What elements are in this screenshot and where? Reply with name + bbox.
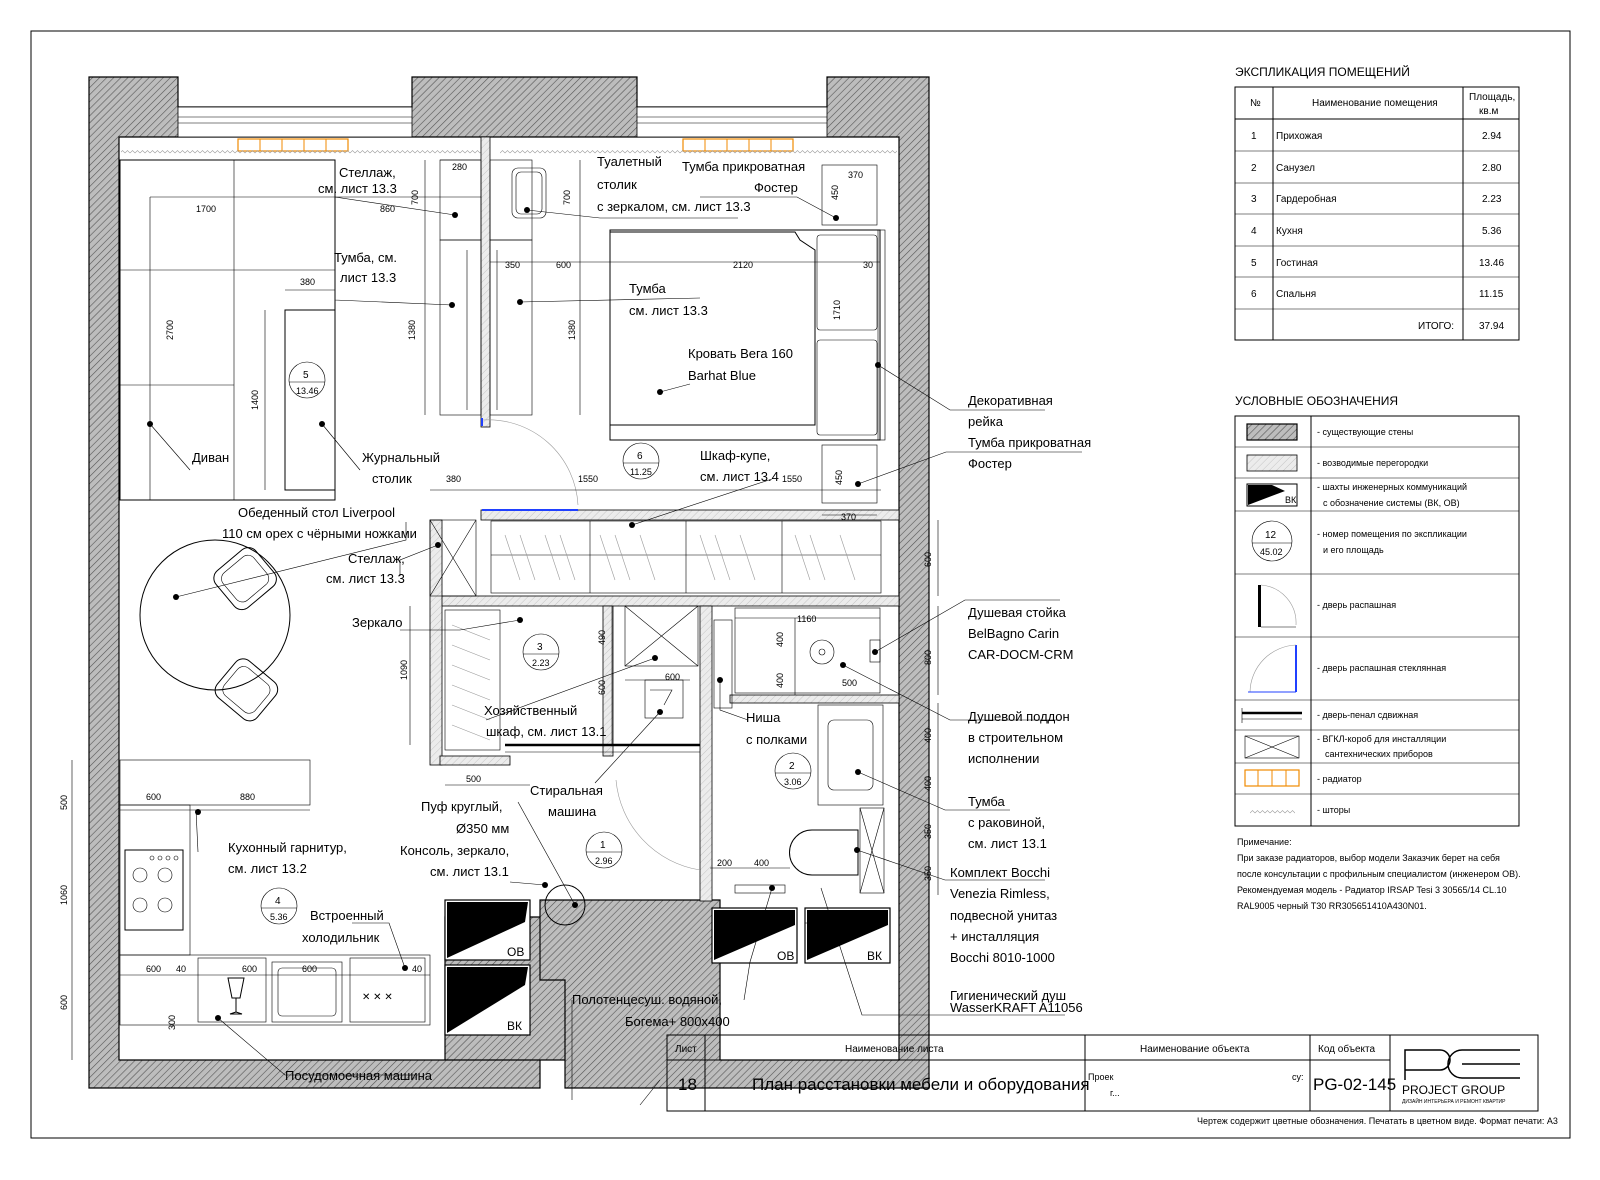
legend-room-area: 45.02 — [1260, 547, 1283, 557]
dim-1400: 1400 — [250, 389, 260, 410]
dim-1160: 1160 — [797, 614, 817, 624]
legend-swatch-glass-door — [1248, 645, 1296, 692]
label-towel-1: Полотенцесуш. водяной, — [572, 992, 722, 1007]
label-dishwasher: Посудомоечная машина — [285, 1068, 433, 1083]
legend-swatch-partitions — [1247, 455, 1297, 471]
label-pouf-1: Пуф круглый, — [421, 799, 503, 814]
dim-700-a: 700 — [410, 189, 420, 205]
legend-item-box-1: - ВГКЛ-короб для инсталляции — [1317, 734, 1447, 744]
room-3-num: 3 — [537, 642, 543, 653]
legend-item-curtains: - шторы — [1317, 805, 1351, 815]
dim-600-e: 600 — [146, 964, 162, 974]
partition-closet-left — [430, 520, 442, 765]
legend-swatch-room-marker — [1252, 521, 1292, 561]
washing-machine — [645, 680, 683, 718]
label-shower-2: BelBagno Carin — [968, 626, 1060, 641]
label-utility-1: Хозяйственный — [484, 703, 578, 718]
room-marker-5 — [289, 362, 325, 398]
dim-1380-b: 1380 — [567, 319, 577, 340]
label-shower-1: Душевая стойка — [968, 605, 1066, 620]
legend-swatch-sliding-door — [1242, 708, 1302, 723]
row-num: 5 — [1251, 258, 1257, 269]
dining-chair-1 — [210, 543, 281, 613]
dim-400-c: 400 — [923, 727, 933, 743]
shaft-label-vk-1: ВК — [507, 1019, 522, 1033]
legend-item-shaft-2: с обозначение системы (ВК, ОВ) — [1323, 498, 1460, 508]
shower-drain — [810, 640, 834, 664]
legend-item-box-2: сантехнических приборов — [1325, 749, 1433, 759]
tb-sheet-number: 18 — [678, 1075, 697, 1094]
dim-200: 200 — [717, 858, 733, 868]
dim-430: 430 — [845, 912, 861, 922]
label-coffee-2: столик — [372, 471, 412, 486]
dim-400-e: 400 — [754, 858, 770, 868]
label-niche-2: с полками — [746, 732, 808, 747]
room-1-num: 1 — [600, 840, 606, 851]
row-name: Гардеробная — [1276, 194, 1337, 205]
label-nightstand-1: Тумба прикроватная — [682, 159, 806, 174]
legend-swatch-swing-door — [1258, 585, 1296, 627]
dim-600-c: 600 — [665, 672, 681, 682]
dim-350-b: 350 — [923, 865, 933, 881]
dim-40-a: 40 — [176, 964, 187, 974]
legend-swatch-shaft — [1247, 484, 1297, 506]
label-console-2: см. лист 13.1 — [430, 864, 509, 879]
shelf-living — [440, 160, 481, 240]
label-toilet-2: Venezia Rimless, — [950, 886, 1050, 901]
row-area: 2.80 — [1482, 163, 1502, 174]
tb-sheet-name-label: Наименование листа — [845, 1044, 944, 1055]
label-table-2: 110 см орех с чёрными ножками — [222, 526, 417, 541]
label-kitchen-1: Кухонный гарнитур, — [228, 840, 347, 855]
label-niche-1: Ниша — [746, 710, 781, 725]
legend-swatch-walls — [1247, 424, 1297, 440]
legend-item-room-2: и его площадь — [1323, 545, 1384, 555]
label-tray-3: исполнении — [968, 751, 1040, 766]
label-shelf-entrance-2: см. лист 13.3 — [326, 571, 405, 586]
label-cabinet-living-2: лист 13.3 — [340, 270, 397, 285]
dim-600-kitchen: 600 — [146, 792, 162, 802]
dim-400-a: 400 — [775, 631, 785, 647]
legend-swatch-curtains — [1250, 808, 1295, 814]
label-utility-2: шкаф, см. лист 13.1 — [486, 724, 607, 739]
wardrobe — [491, 521, 881, 593]
room-6-num: 6 — [637, 451, 643, 462]
dim-600-f: 600 — [242, 964, 258, 974]
room-marker-6 — [623, 443, 659, 479]
room-2-num: 2 — [789, 761, 795, 772]
label-fridge-1: Встроенный — [310, 908, 384, 923]
dim-600-b: 600 — [597, 679, 607, 695]
leader-dots — [147, 207, 881, 1021]
dim-1710: 1710 — [832, 299, 842, 320]
explication-title: ЭКСПЛИКАЦИЯ ПОМЕЩЕНИЙ — [1235, 65, 1410, 79]
label-mirror: Зеркало — [352, 615, 403, 630]
dim-300: 300 — [167, 1014, 177, 1030]
toilet — [790, 830, 859, 875]
row-num: 4 — [1251, 226, 1257, 237]
dim-490: 490 — [597, 629, 607, 645]
explication-col-area-1: Площадь, — [1469, 92, 1516, 103]
niche-shelves — [714, 620, 732, 708]
room-4-num: 4 — [275, 896, 281, 907]
row-num: 1 — [1251, 131, 1257, 142]
note-line-4: RAL9005 черный T30 RR305651410A430N01. — [1237, 901, 1427, 911]
dim-bed-width: 2120 — [733, 260, 754, 270]
room-1-area: 2.96 — [595, 856, 613, 866]
nightstand-bottom — [822, 445, 877, 503]
towel-dryer — [735, 885, 785, 893]
label-wardrobe-1: Шкаф-купе, — [700, 448, 771, 463]
dim-600-d: 600 — [59, 994, 69, 1010]
label-washer-2: машина — [548, 804, 597, 819]
explication-table — [1235, 64, 1519, 340]
coffee-table — [285, 310, 335, 490]
label-kitchen-2: см. лист 13.2 — [228, 861, 307, 876]
radiator-left — [238, 139, 348, 151]
dim-350: 350 — [505, 260, 521, 270]
label-cabinet-bedroom-1: Тумба — [629, 281, 666, 296]
legend-item-swing-door: - дверь распашная — [1317, 600, 1397, 610]
dining-table — [140, 540, 290, 690]
dim-500-kitchen: 500 — [59, 794, 69, 810]
dim-700-b: 700 — [562, 189, 572, 205]
print-footer: Чертеж содержит цветные обозначения. Печатать в цветном виде. Формат печати: А3 — [1197, 1116, 1558, 1126]
label-hygiene-2: WasserKRAFT A11056 — [950, 1000, 1083, 1015]
row-num: 2 — [1251, 163, 1257, 174]
explication-total: 37.94 — [1479, 321, 1505, 332]
dim-1090: 1090 — [399, 659, 409, 680]
label-toilet-1: Комплект Bocchi — [950, 865, 1051, 880]
curtains-right — [500, 150, 897, 156]
dim-1060: 1060 — [59, 884, 69, 905]
room-5-num: 5 — [303, 370, 309, 381]
legend-item-walls: - существующие стены — [1317, 427, 1414, 437]
row-name: Санузел — [1276, 163, 1315, 174]
label-cabinet-bedroom-2: см. лист 13.3 — [629, 303, 708, 318]
tb-object-name-3: су: — [1292, 1072, 1304, 1082]
explication-total-label: ИТОГО: — [1418, 321, 1455, 332]
label-rail-4: Фостер — [968, 456, 1012, 471]
row-area: 2.94 — [1482, 131, 1502, 142]
project-group-logo — [1402, 1050, 1520, 1105]
curtains-left — [121, 150, 481, 156]
partition-living-bedroom — [481, 137, 490, 427]
row-area: 13.46 — [1479, 258, 1505, 269]
legend-item-glass-door: - дверь распашная стеклянная — [1317, 663, 1447, 673]
dim-500-shower: 500 — [842, 678, 858, 688]
label-bed-1: Кровать Вега 160 — [688, 346, 793, 361]
partition-wardrobe-bottom — [440, 596, 899, 606]
note — [1237, 837, 1521, 911]
room-marker-1 — [586, 832, 622, 868]
dim-280: 280 — [452, 162, 468, 172]
dim-1550-b: 1550 — [782, 474, 803, 484]
dim-600-wardrobe: 600 — [923, 551, 933, 567]
tb-object-name-label: Наименование объекта — [1140, 1044, 1250, 1055]
tb-object-name-2: г... — [1110, 1088, 1120, 1098]
row-name: Прихожая — [1276, 131, 1323, 142]
label-cabinet-living-1: Тумба, см. — [334, 250, 398, 265]
row-num: 3 — [1251, 194, 1257, 205]
label-sinkcab-1: Тумба — [968, 794, 1005, 809]
legend-room-num: 12 — [1265, 530, 1277, 541]
label-tray-2: в строительном — [968, 730, 1064, 745]
legend-item-radiator: - радиатор — [1317, 774, 1362, 784]
shaft-label-ov-1: ОВ — [507, 945, 525, 959]
label-shelf-living-1: Стеллаж, — [339, 165, 396, 180]
dim-450-top: 450 — [830, 184, 840, 200]
dim-30: 30 — [863, 260, 874, 270]
tb-object-code: PG-02-145 — [1313, 1075, 1397, 1094]
label-hygiene-1: Гигиенический душ — [950, 988, 1067, 1003]
label-rail-1: Декоративная — [968, 393, 1053, 408]
room-marker-4 — [261, 888, 297, 924]
legend-swatch-box — [1245, 736, 1299, 758]
label-coffee-1: Журнальный — [362, 450, 440, 465]
dim-800: 800 — [923, 649, 933, 665]
legend-item-sliding-door: - дверь-пенал сдвижная — [1317, 710, 1419, 720]
room-2-area: 3.06 — [784, 777, 802, 787]
dim-600: 600 — [556, 260, 572, 270]
label-nightstand-2: Фостер — [754, 180, 798, 195]
explication-col-num: № — [1250, 98, 1261, 109]
explication-col-area-2: кв.м — [1479, 106, 1499, 117]
label-table-1: Обеденный стол Liverpool — [238, 505, 395, 520]
partition-closet-bottom — [440, 756, 510, 765]
dim-sofa-width: 1700 — [196, 204, 217, 214]
legend-swatch-radiator — [1245, 770, 1299, 786]
window-left — [178, 107, 412, 137]
room-marker-2 — [775, 753, 811, 789]
kitchen-column — [120, 805, 190, 955]
label-shower-3: CAR-DOCM-CRM — [968, 647, 1074, 662]
dim-380-b: 380 — [446, 474, 462, 484]
note-line-3: Рекомендуемая модель - Радиатор IRSAP Tesi 3 30565/14 CL.10 — [1237, 885, 1507, 895]
radiator-right — [683, 139, 793, 151]
room-6-area: 11.25 — [630, 467, 652, 477]
label-vanity-3: с зеркалом, см. лист 13.3 — [597, 199, 751, 214]
tb-object-code-label: Код объекта — [1318, 1044, 1376, 1055]
label-toilet-4: + инсталляция — [950, 929, 1040, 944]
label-toilet-5: Bocchi 8010-1000 — [950, 950, 1055, 965]
label-rail-3: Тумба прикроватная — [968, 435, 1092, 450]
legend-title: УСЛОВНЫЕ ОБОЗНАЧЕНИЯ — [1235, 394, 1399, 408]
label-tray-1: Душевой поддон — [968, 709, 1070, 724]
dim-1550-a: 1550 — [578, 474, 599, 484]
dim-880: 880 — [240, 792, 256, 802]
dim-370-top: 370 — [848, 170, 864, 180]
label-vanity-2: столик — [597, 177, 637, 192]
svg-text:✕ ✕ ✕: ✕ ✕ ✕ — [362, 992, 393, 1003]
legend-item-partitions: - возводимые перегородки — [1317, 458, 1429, 468]
label-sinkcab-2: с раковиной, — [968, 815, 1046, 830]
label-shelf-living-2: см. лист 13.3 — [318, 181, 397, 196]
row-name: Гостиная — [1276, 258, 1318, 269]
cabinet-living — [440, 240, 481, 415]
row-area: 5.36 — [1482, 226, 1502, 237]
legend — [1235, 394, 1519, 826]
sofa — [120, 160, 335, 500]
label-sinkcab-3: см. лист 13.1 — [968, 836, 1047, 851]
floor-plan — [59, 77, 1091, 1088]
label-bed-2: Barhat Blue — [688, 368, 756, 383]
partition-bath-left — [700, 606, 712, 901]
note-line-2: после консультации с профильным специалистом (инженером ОВ). — [1237, 869, 1521, 879]
dim-380-a: 380 — [300, 277, 316, 287]
dim-40-b: 40 — [412, 964, 423, 974]
legend-item-shaft-1: - шахты инженерных коммуникаций — [1317, 482, 1468, 492]
window-right — [637, 107, 827, 137]
label-sofa: Диван — [192, 450, 230, 465]
label-fridge-2: холодильник — [302, 930, 380, 945]
label-towel-2: Богема+ 800x400 — [625, 1014, 730, 1029]
decorative-rail — [878, 230, 885, 440]
label-washer-1: Стиральная — [530, 783, 603, 798]
dim-500-closet: 500 — [466, 774, 482, 784]
row-name: Кухня — [1276, 226, 1303, 237]
dim-2700: 2700 — [165, 319, 175, 340]
logo-text: PROJECT GROUP — [1402, 1083, 1506, 1097]
dim-860: 860 — [380, 204, 396, 214]
dim-400-b: 400 — [775, 672, 785, 688]
row-area: 2.23 — [1482, 194, 1502, 205]
label-wardrobe-2: см. лист 13.4 — [700, 469, 779, 484]
cooktop — [125, 850, 183, 930]
label-vanity-1: Туалетный — [597, 154, 662, 169]
label-console-1: Консоль, зеркало, — [400, 843, 510, 858]
room-marker-3 — [523, 634, 559, 670]
label-pouf-2: Ø350 мм — [456, 821, 510, 836]
dim-1380-a: 1380 — [407, 319, 417, 340]
shaft-label-vk-2: ВК — [867, 949, 882, 963]
room-3-area: 2.23 — [532, 658, 550, 668]
room-4-area: 5.36 — [270, 912, 288, 922]
dim-370-b: 370 — [841, 512, 857, 522]
row-num: 6 — [1251, 289, 1257, 300]
row-name: Спальня — [1276, 289, 1317, 300]
explication-col-name: Наименование помещения — [1312, 98, 1438, 109]
row-area: 11.15 — [1479, 289, 1504, 300]
dim-350-a: 350 — [923, 823, 933, 839]
dim-400-d: 400 — [923, 775, 933, 791]
label-toilet-3: подвесной унитаз — [950, 908, 1058, 923]
note-line-1: При заказе радиаторов, выбор модели Заказчик берет на себя — [1237, 853, 1500, 863]
dim-450-b: 450 — [834, 469, 844, 485]
tb-sheet-label: Лист — [675, 1044, 697, 1055]
logo-subtitle: ДИЗАЙН ИНТЕРЬЕРА И РЕМОНТ КВАРТИР — [1402, 1099, 1506, 1105]
label-shelf-entrance-1: Стеллаж, — [348, 551, 405, 566]
legend-shaft-tag: ВК — [1285, 495, 1297, 505]
kitchen-counter-bottom — [120, 955, 430, 1025]
tb-object-name-1: Проек — [1088, 1072, 1114, 1082]
dim-600-g: 600 — [302, 964, 318, 974]
legend-item-room-1: - номер помещения по экспликации — [1317, 529, 1467, 539]
label-rail-2: рейка — [968, 414, 1003, 429]
room-5-area: 13.46 — [296, 386, 319, 396]
note-title: Примечание: — [1237, 837, 1292, 847]
shaft-label-ov-2: ОВ — [777, 949, 795, 963]
partition-bath-shower — [730, 695, 899, 703]
tb-sheet-name: План расстановки мебели и оборудования — [752, 1075, 1090, 1094]
